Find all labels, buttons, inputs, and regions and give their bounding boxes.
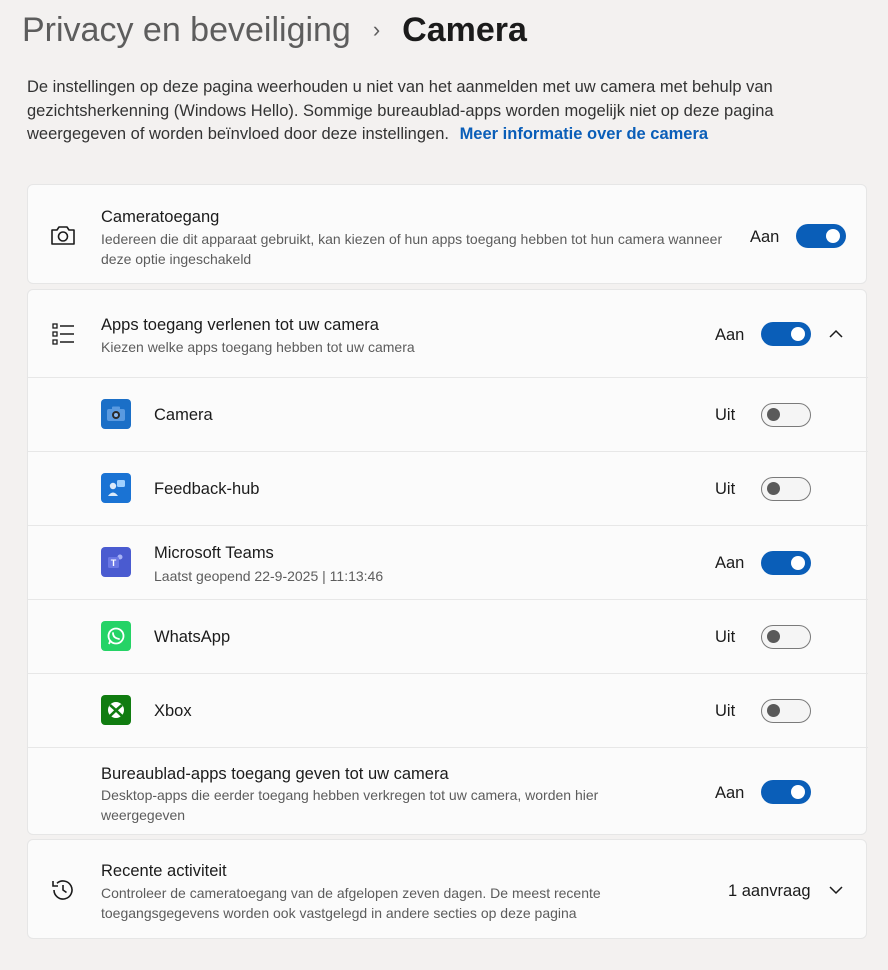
- learn-more-link[interactable]: Meer informatie over de camera: [459, 125, 709, 143]
- apps-access-header[interactable]: [28, 290, 868, 377]
- camera-access-desc: Iedereen die dit apparaat gebruikt, kan kiezen of hun apps toegang hebben tot hun camera wanneer deze optie ingeschakeld: [101, 231, 723, 267]
- teams-icon: [101, 547, 131, 577]
- camera-access-toggle[interactable]: [796, 224, 846, 248]
- chevron-up-icon[interactable]: [826, 324, 846, 344]
- app-name: Feedback-hub: [154, 480, 260, 498]
- apps-access-title: Apps toegang verlenen tot uw camera: [101, 316, 379, 334]
- desktop-apps-row: [28, 748, 868, 836]
- camera-app-icon: [101, 399, 131, 429]
- desktop-apps-desc: Desktop-apps die eerder toegang hebben verkregen tot uw camera, worden hier weergegeven: [101, 787, 599, 823]
- app-state: Uit: [715, 702, 736, 720]
- app-name: Microsoft Teams: [154, 544, 274, 562]
- breadcrumb: [22, 8, 527, 52]
- whatsapp-icon: [101, 621, 131, 651]
- chevron-right-icon: ›: [372, 17, 381, 42]
- app-name: WhatsApp: [154, 628, 231, 646]
- desktop-apps-state: Aan: [715, 784, 745, 802]
- camera-access-state: Aan: [750, 228, 780, 246]
- app-row-whatsapp: [28, 600, 868, 673]
- app-row-xbox: [28, 674, 868, 747]
- app-row-camera: [28, 378, 868, 451]
- desktop-apps-toggle[interactable]: [761, 780, 811, 804]
- apps-access-state: Aan: [715, 326, 745, 344]
- recent-activity-title: Recente activiteit: [101, 862, 227, 880]
- intro-description: De instellingen op deze pagina weerhouden u niet van het aanmelden met uw camera met behulp van gezichtsherkenning (Windows Hello). Sommige bureaublad-apps worden mogelijk niet op deze pagina weergegeven of worden beïnvloed door deze instellingen.: [27, 78, 774, 143]
- apps-access-toggle[interactable]: [761, 322, 811, 346]
- recent-activity-count: 1 aanvraag: [728, 882, 811, 900]
- app-toggle-xbox[interactable]: [761, 699, 811, 723]
- recent-activity-desc: Controleer de cameratoegang van de afgelopen zeven dagen. De meest recente toegangsgegevens worden ook vastgelegd in andere secties op deze pagina: [101, 885, 601, 921]
- app-toggle-camera[interactable]: [761, 403, 811, 427]
- desktop-apps-title: Bureaublad-apps toegang geven tot uw camera: [101, 765, 449, 783]
- history-icon: [50, 877, 76, 903]
- app-toggle-whatsapp[interactable]: [761, 625, 811, 649]
- app-last-opened: Laatst geopend 22-9-2025 | 11:13:46: [154, 568, 384, 584]
- app-name: Camera: [154, 406, 213, 424]
- app-state: Uit: [715, 480, 736, 498]
- camera-access-card: [27, 184, 867, 284]
- camera-icon: [50, 223, 76, 247]
- intro-text: [27, 76, 847, 147]
- app-toggle-feedback-hub[interactable]: [761, 477, 811, 501]
- breadcrumb-parent[interactable]: Privacy en beveiliging: [22, 10, 351, 49]
- chevron-down-icon[interactable]: [826, 880, 846, 900]
- apps-access-card: [27, 289, 867, 835]
- apps-access-desc: Kiezen welke apps toegang hebben tot uw camera: [101, 339, 415, 355]
- app-name: Xbox: [154, 702, 192, 720]
- list-icon: [52, 322, 76, 346]
- app-state: Uit: [715, 406, 736, 424]
- camera-access-title: Cameratoegang: [101, 208, 220, 226]
- app-toggle-teams[interactable]: [761, 551, 811, 575]
- app-state: Uit: [715, 628, 736, 646]
- xbox-icon: [101, 695, 131, 725]
- app-row-teams: [28, 526, 868, 599]
- app-row-feedback-hub: [28, 452, 868, 525]
- page-title: Camera: [402, 10, 527, 49]
- recent-activity-card[interactable]: [27, 839, 867, 939]
- feedback-hub-icon: [101, 473, 131, 503]
- app-state: Aan: [715, 554, 745, 572]
- svg-text:T: T: [110, 558, 117, 568]
